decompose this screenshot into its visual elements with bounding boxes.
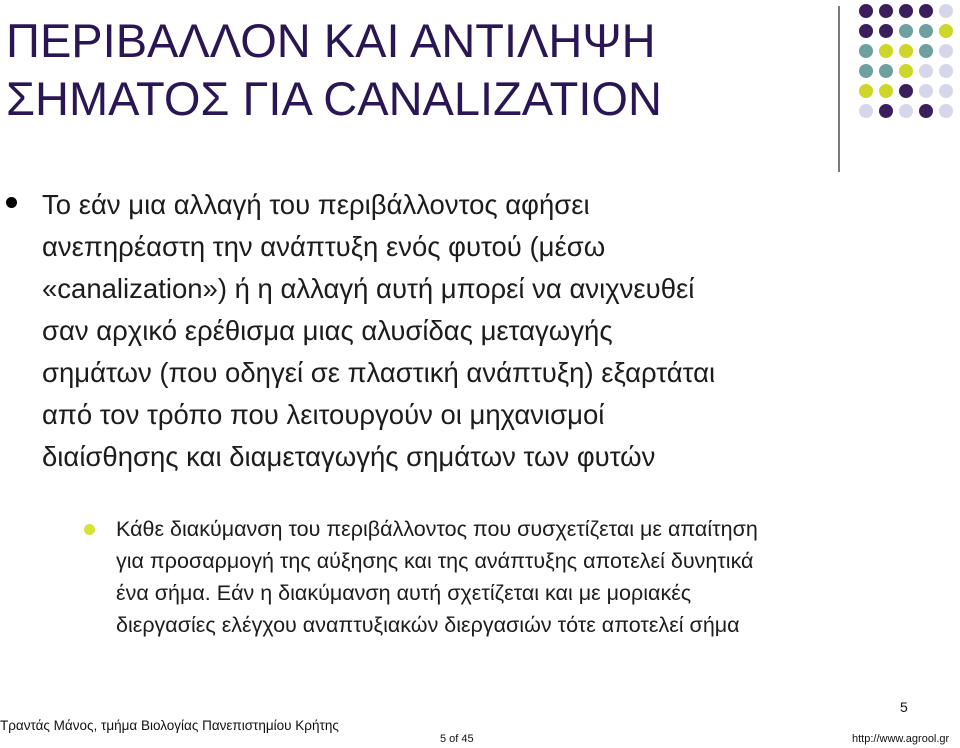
decorative-dot bbox=[859, 24, 873, 38]
footer-author: Τραντάς Μάνος, τμήμα Βιολογίας Πανεπιστημίου Κρήτης bbox=[0, 718, 339, 733]
decorative-dot-grid bbox=[0, 0, 960, 180]
decorative-dot bbox=[859, 4, 873, 18]
decorative-dot bbox=[919, 64, 933, 78]
sub-bullet-icon bbox=[84, 524, 95, 535]
decorative-dot bbox=[899, 84, 913, 98]
decorative-dot bbox=[899, 64, 913, 78]
decorative-dot bbox=[859, 44, 873, 58]
decorative-dot bbox=[879, 24, 893, 38]
sub-bullet-text bbox=[116, 513, 916, 641]
slide-title-line-1: ΠΕΡΙΒΑΛΛΟΝ ΚΑΙ ΑΝΤΙΛΗΨΗ bbox=[6, 14, 656, 67]
decorative-dot bbox=[919, 4, 933, 18]
decorative-dot bbox=[879, 104, 893, 118]
main-bullet-icon bbox=[6, 197, 17, 208]
decorative-dot bbox=[939, 44, 953, 58]
decorative-dot bbox=[939, 64, 953, 78]
main-text-line: Το εάν μια αλλαγή του περιβάλλοντος αφήσει bbox=[42, 189, 590, 220]
main-text-line: διαίσθησης και διαμεταγωγής σημάτων των φυτών bbox=[42, 441, 656, 472]
decorative-dot bbox=[899, 104, 913, 118]
decorative-dot bbox=[919, 44, 933, 58]
decorative-dot bbox=[879, 84, 893, 98]
decorative-dot bbox=[899, 4, 913, 18]
sub-text-line: για προσαρμογή της αύξησης και της ανάπτυξης αποτελεί δυνητικά bbox=[116, 549, 754, 573]
decorative-dot bbox=[899, 44, 913, 58]
decorative-dot bbox=[879, 4, 893, 18]
decorative-dot bbox=[879, 44, 893, 58]
decorative-dot bbox=[939, 24, 953, 38]
decorative-dot bbox=[859, 104, 873, 118]
sub-text-line: διεργασίες ελέγχου αναπτυξιακών διεργασιών τότε αποτελεί σήμα bbox=[116, 613, 740, 637]
main-text-line: από τον τρόπο που λειτουργούν οι μηχανισμοί bbox=[42, 399, 605, 430]
decorative-dot bbox=[879, 64, 893, 78]
slide-number: 5 bbox=[900, 699, 908, 715]
decorative-dot bbox=[939, 84, 953, 98]
decorative-dot bbox=[859, 84, 873, 98]
footer-url-link[interactable]: http://www.agrool.gr bbox=[852, 733, 950, 745]
decorative-dot bbox=[919, 104, 933, 118]
sub-text-line: Κάθε διακύμανση του περιβάλλοντος που συσχετίζεται με απαίτηση bbox=[116, 517, 758, 541]
main-text-line: σημάτων (που οδηγεί σε πλαστική ανάπτυξη) εξαρτάται bbox=[42, 357, 716, 388]
decorative-dot bbox=[859, 64, 873, 78]
decorative-dot bbox=[939, 104, 953, 118]
decorative-dot bbox=[919, 84, 933, 98]
main-text-line: σαν αρχικό ερέθισμα μιας αλυσίδας μεταγωγής bbox=[42, 315, 613, 346]
main-text-line: «canalization») ή η αλλαγή αυτή μπορεί να ανιχνευθεί bbox=[42, 273, 695, 304]
main-text-line: ανεπηρέαστη την ανάπτυξη ενός φυτού (μέσω bbox=[42, 231, 606, 262]
page-indicator: 5 of 45 bbox=[440, 733, 474, 745]
main-bullet-text bbox=[42, 184, 922, 478]
decorative-dot bbox=[899, 24, 913, 38]
decorative-dot bbox=[919, 24, 933, 38]
decorative-dot bbox=[939, 4, 953, 18]
sub-text-line: ένα σήμα. Εάν η διακύμανση αυτή σχετίζεται και με μοριακές bbox=[116, 581, 692, 605]
slide-title-line-2: ΣΗΜΑΤΟΣ ΓΙΑ CANALIZATION bbox=[6, 72, 662, 125]
